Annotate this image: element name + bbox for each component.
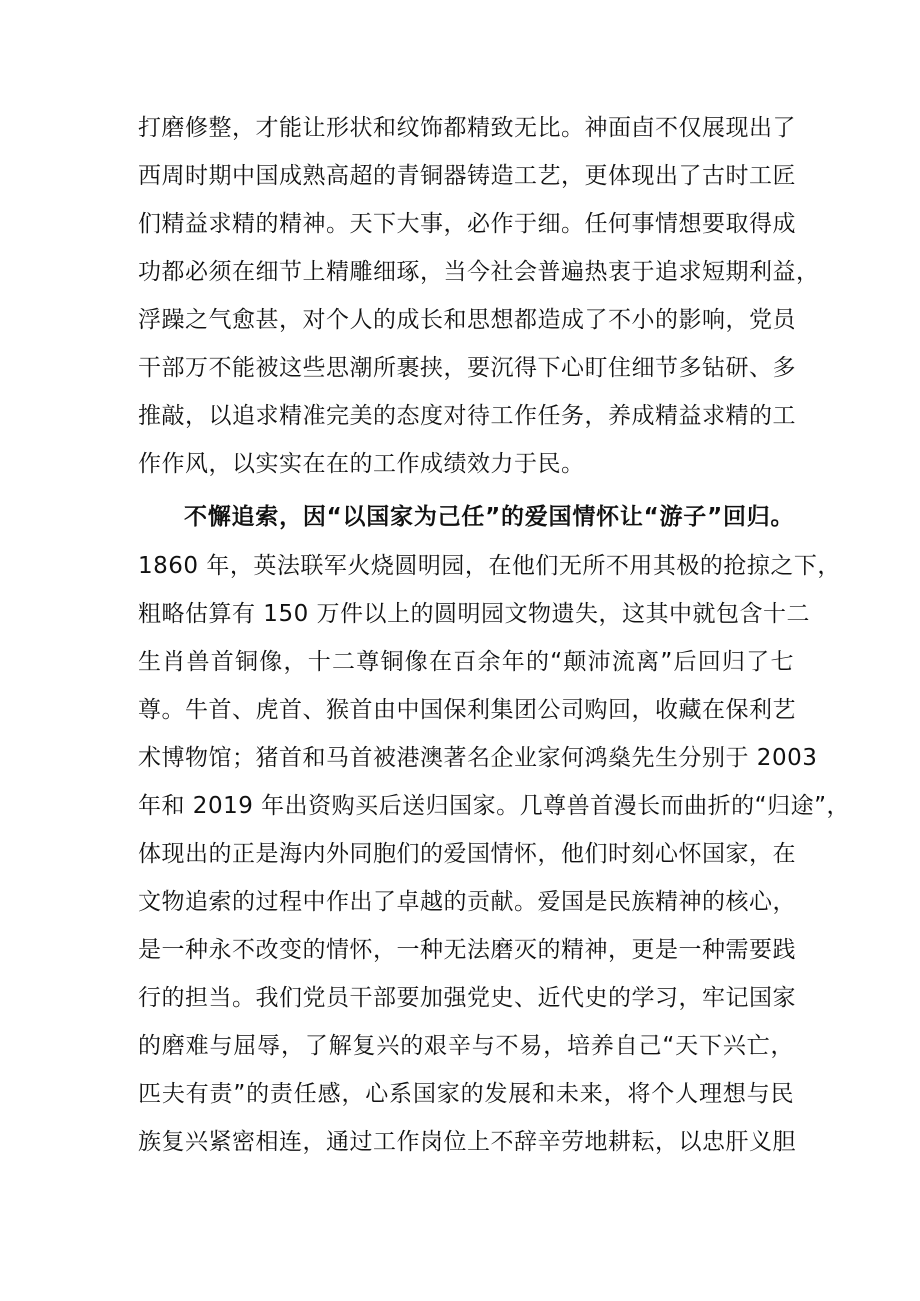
paragraph-2-line-6: 年和 2019 年出资购买后送归国家。几尊兽首漫长而曲折的“归途”，: [138, 793, 850, 819]
paragraph-1-line-1: 打磨修整，才能让形状和纹饰都精致无比。神面卣不仅展现出了: [138, 115, 796, 141]
paragraph-1-line-4: 功都必须在细节上精雕细琢，当今社会普遍热衷于追求短期利益，: [138, 259, 820, 285]
paragraph-2-line-13: 族复兴紧密相连，通过工作岗位上不辞辛劳地耕耘，以忠肝义胆: [138, 1129, 796, 1155]
paragraph-2-line-10: 行的担当。我们党员干部要加强党史、近代史的学习，牢记国家: [138, 985, 796, 1011]
paragraph-2-line-8: 文物追索的过程中作出了卓越的贡献。爱国是民族精神的核心，: [138, 889, 796, 915]
paragraph-2-line-5: 术博物馆；猪首和马首被港澳著名企业家何鸿燊先生分别于 2003: [138, 745, 818, 771]
paragraph-2-line-1: 1860 年，英法联军火烧圆明园，在他们无所不用其极的抢掠之下，: [138, 553, 841, 579]
paragraph-1-line-5: 浮躁之气愈甚，对个人的成长和思想都造成了不小的影响，党员: [138, 307, 796, 333]
paragraph-2-heading: 不懈追索，因“以国家为己任”的爱国情怀让“游子”回归。: [184, 504, 794, 530]
paragraph-2-line-3: 生肖兽首铜像，十二尊铜像在百余年的“颠沛流离”后回归了七: [138, 649, 794, 675]
paragraph-1-line-3: 们精益求精的精神。天下大事，必作于细。任何事情想要取得成: [138, 211, 796, 237]
paragraph-2-line-7: 体现出的正是海内外同胞们的爱国情怀，他们时刻心怀国家，在: [138, 841, 796, 867]
paragraph-2-line-4: 尊。牛首、虎首、猴首由中国保利集团公司购回，收藏在保利艺: [138, 697, 796, 723]
paragraph-1-line-7: 推敲，以追求精准完美的态度对待工作任务，养成精益求精的工: [138, 403, 796, 429]
paragraph-2-line-2: 粗略估算有 150 万件以上的圆明园文物遗失，这其中就包含十二: [138, 601, 811, 627]
paragraph-2-line-12: 匹夫有责”的责任感，心系国家的发展和未来，将个人理想与民: [138, 1081, 794, 1107]
paragraph-2-line-9: 是一种永不改变的情怀，一种无法磨灭的精神，更是一种需要践: [138, 937, 796, 963]
paragraph-2-line-11: 的磨难与屈辱，了解复兴的艰辛与不易，培养自己“天下兴亡，: [138, 1033, 794, 1059]
paragraph-1-line-8: 作作风，以实实在在的工作成绩效力于民。: [138, 451, 585, 477]
paragraph-1-line-6: 干部万不能被这些思潮所裹挟，要沉得下心盯住细节多钻研、多: [138, 355, 796, 381]
paragraph-1-line-2: 西周时期中国成熟高超的青铜器铸造工艺，更体现出了古时工匠: [138, 163, 796, 189]
